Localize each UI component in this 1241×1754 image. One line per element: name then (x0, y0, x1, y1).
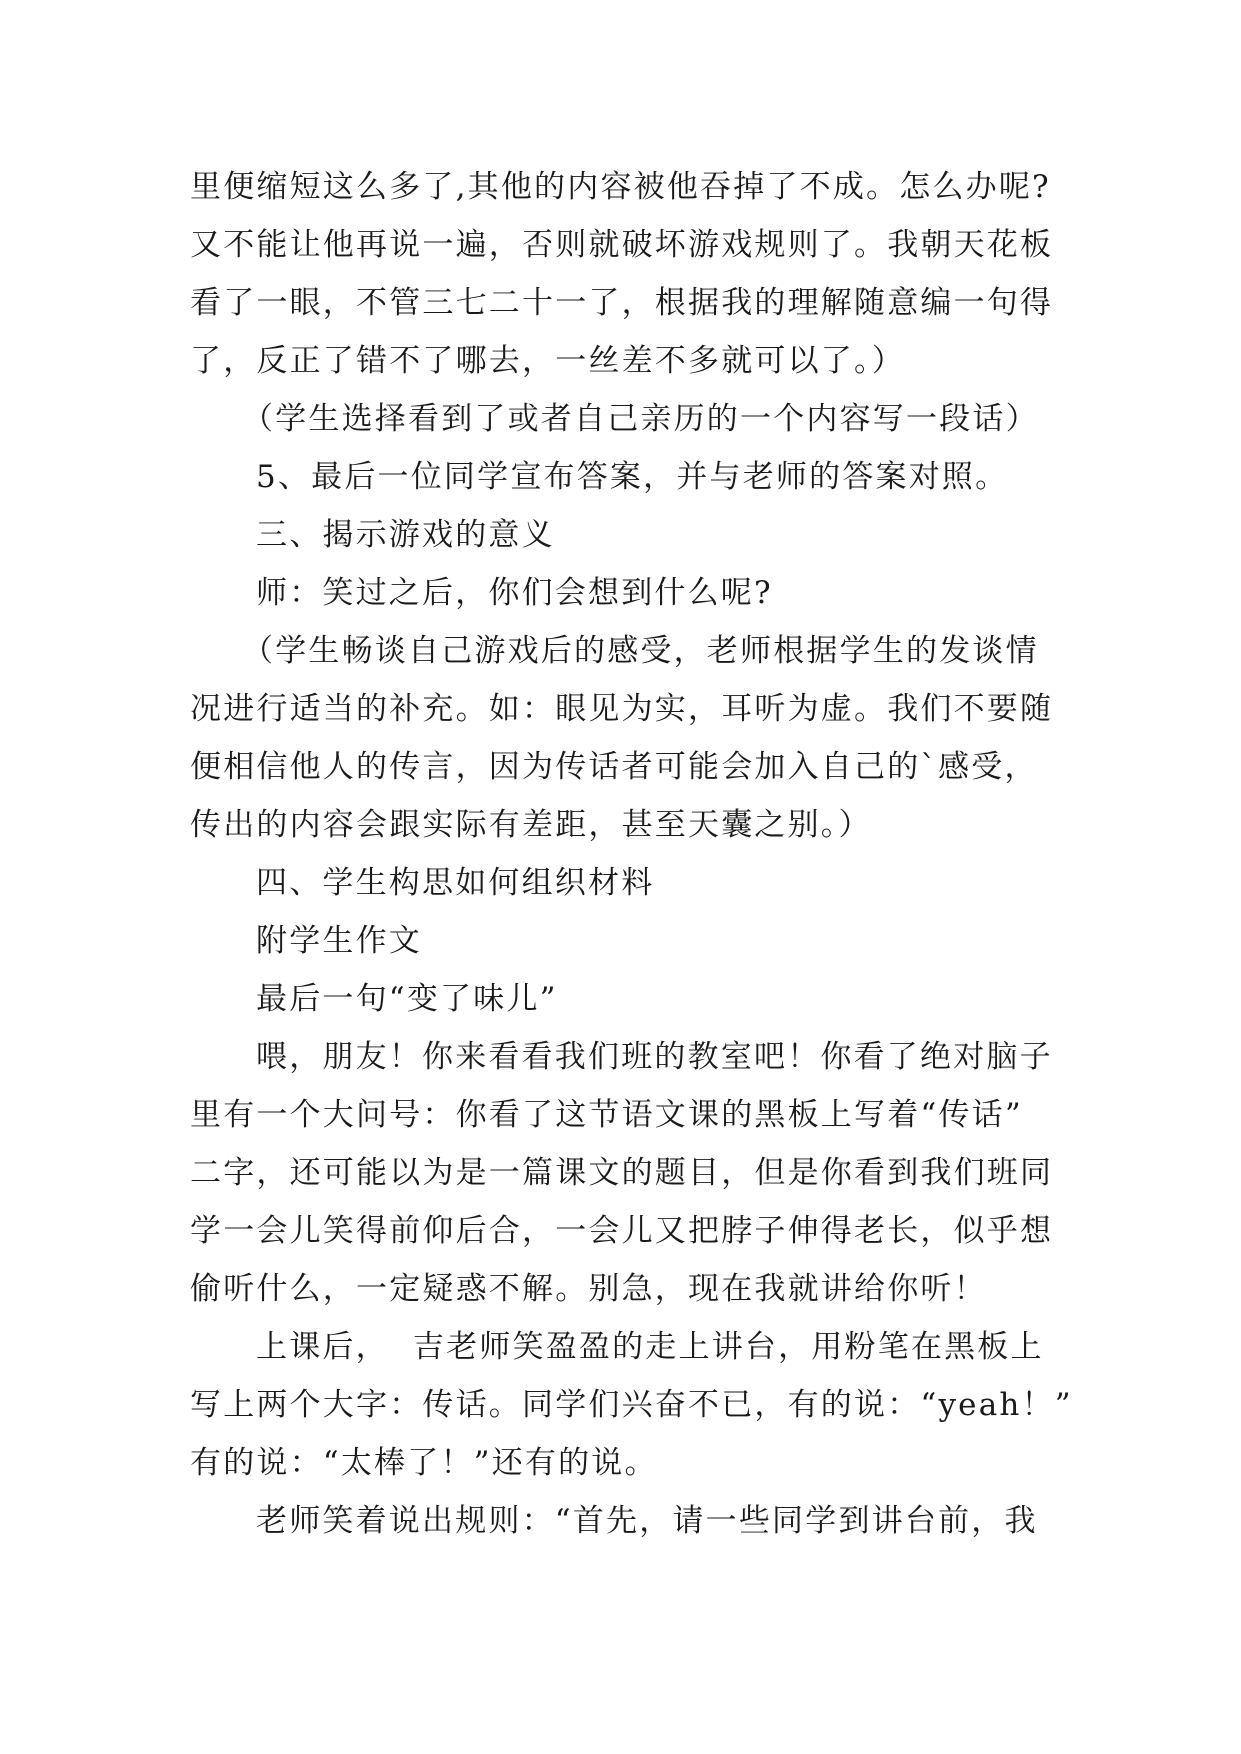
text-line: 师：笑过之后，你们会想到什么呢? (256, 575, 773, 611)
text-line: 又不能让他再说一遍，否则就破坏游戏规则了。我朝天花板 (190, 227, 1054, 263)
text-line: （学生畅谈自己游戏后的感受，老师根据学生的发谈情 (242, 633, 1039, 669)
text-line: 偷听什么，一定疑惑不解。别急，现在我就讲给你听！ (190, 1271, 987, 1307)
section-heading: 四、学生构思如何组织材料 (256, 865, 655, 901)
text-line: 了，反正了错不了哪去，一丝差不多就可以了。） (190, 343, 905, 379)
section-heading: 三、揭示游戏的意义 (256, 517, 555, 553)
text-line: 里便缩短这么多了,其他的内容被他吞掉了不成。怎么办呢? (190, 169, 1051, 205)
text-line: 喂，朋友！你来看看我们班的教室吧！你看了绝对脑子 (256, 1039, 1053, 1075)
text-line: 看了一眼，不管三七二十一了，根据我的理解随意编一句得 (190, 285, 1054, 321)
essay-title: 最后一句“变了味儿” (256, 981, 558, 1017)
text-line: 传出的内容会跟实际有差距，甚至天囊之别。） (190, 807, 872, 843)
text-line: 二字，还可能以为是一篇课文的题目，但是你看到我们班同 (190, 1155, 1054, 1191)
document-body (190, 158, 1073, 1550)
text-line: 上课后， 吉老师笑盈盈的走上讲台，用粉笔在黑板上 (256, 1329, 1044, 1365)
text-line: 老师笑着说出规则：“首先，请一些同学到讲台前，我 (256, 1503, 1038, 1539)
text-line: 5、最后一位同学宣布答案，并与老师的答案对照。 (256, 459, 1009, 495)
text-line: 附学生作文 (256, 923, 422, 959)
text-line: 学一会儿笑得前仰后合，一会儿又把脖子伸得老长，似乎想 (190, 1213, 1054, 1249)
text-line: 况进行适当的补充。如：眼见为实，耳听为虚。我们不要随 (190, 691, 1054, 727)
text-line: （学生选择看到了或者自己亲历的一个内容写一段话） (242, 401, 1039, 437)
text-line: 有的说：“太棒了！”还有的说。 (190, 1445, 658, 1481)
text-line: 里有一个大问号：你看了这节语文课的黑板上写着“传话” (190, 1097, 1023, 1133)
text-line: 便相信他人的传言，因为传话者可能会加入自己的`感受， (190, 749, 1038, 785)
text-line: 写上两个大字：传话。同学们兴奋不已，有的说：“yeah！” (190, 1387, 1073, 1423)
